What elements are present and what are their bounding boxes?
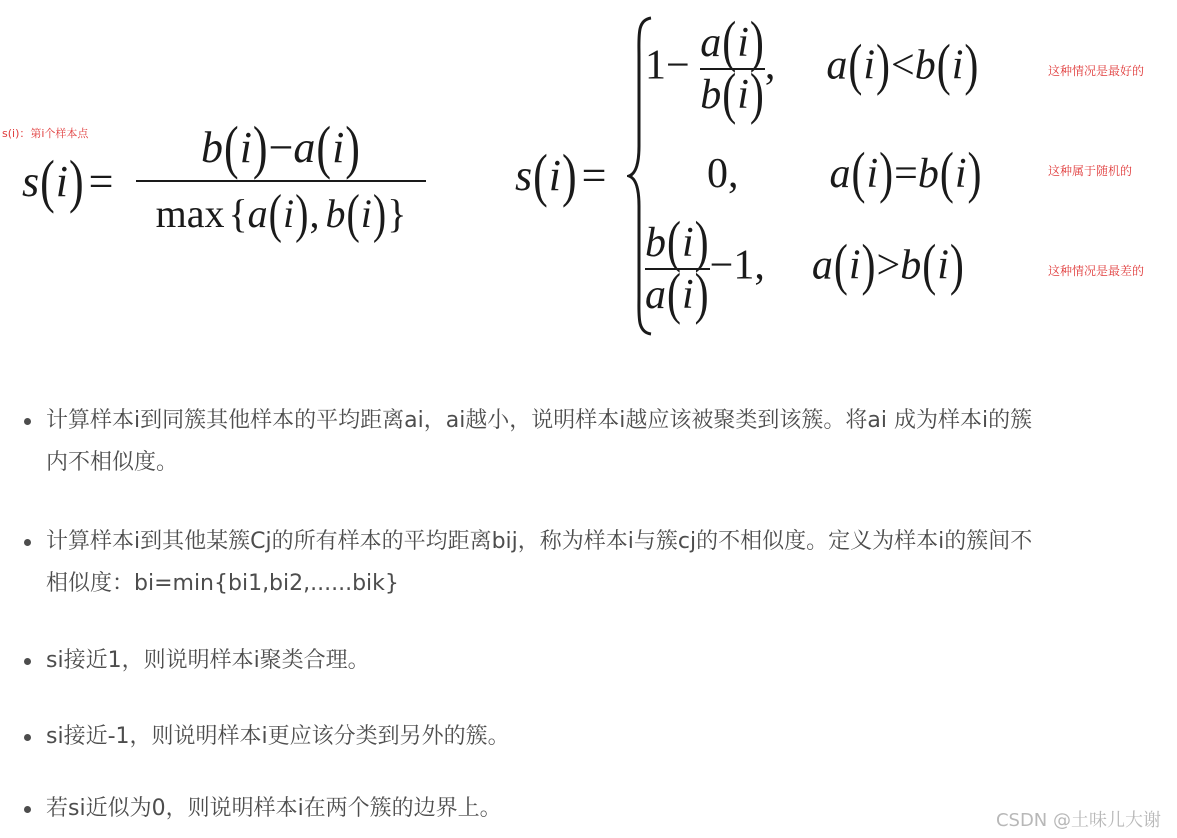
case-worst: $\frac{b(i)}{a(i)}$ −1, a(i)>b(i) bbox=[645, 211, 964, 327]
list-item: 计算样本i到同簇其他样本的平均距离ai，ai越小，说明样本i越应该被聚类到该簇。将ai 成为样本i的簇内不相似度。 bbox=[46, 400, 1036, 484]
silhouette-formula bbox=[22, 114, 422, 248]
note-random: 这种属于随机的 bbox=[1048, 164, 1133, 178]
formula-lhs: s(i) = bbox=[22, 148, 114, 215]
case-random: 0, a(i)=b(i) bbox=[707, 142, 982, 206]
piecewise-lhs: s(i) = bbox=[515, 142, 607, 209]
note-best: 这种情况是最好的 bbox=[1048, 64, 1145, 78]
list-item: 若si近似为0，则说明样本i在两个簇的边界上。 bbox=[46, 788, 1036, 830]
bullet-dot bbox=[24, 806, 31, 813]
formula-fraction bbox=[136, 114, 426, 244]
note-worst: 这种情况是最差的 bbox=[1048, 264, 1145, 278]
list-item: 计算样本i到其他某簇Cj的所有样本的平均距离bij，称为样本i与簇cj的不相似度。定义为样本i的簇间不相似度：bi=min{bi1,bi2,......bik} bbox=[46, 521, 1036, 605]
bullet-dot bbox=[24, 418, 31, 425]
list-item: si接近-1，则说明样本i更应该分类到另外的簇。 bbox=[46, 716, 1036, 758]
silhouette-piecewise-formula bbox=[515, 11, 1035, 344]
case-best: 1− $\frac{a(i)}{b(i)}$ , a(i)<b(i) bbox=[645, 11, 979, 127]
bullet-dot bbox=[24, 658, 31, 665]
watermark: CSDN @土味儿大谢 bbox=[995, 810, 1161, 831]
bullet-dot bbox=[24, 539, 31, 546]
formula-numerator: b(i)−a(i) bbox=[201, 114, 360, 181]
formula-note-si: s(i)：第i个样本点 bbox=[2, 127, 89, 140]
bullet-dot bbox=[24, 734, 31, 741]
list-item: si接近1，则说明样本i聚类合理。 bbox=[46, 640, 1036, 682]
formula-denominator: max {a(i), b(i)} bbox=[155, 182, 407, 244]
